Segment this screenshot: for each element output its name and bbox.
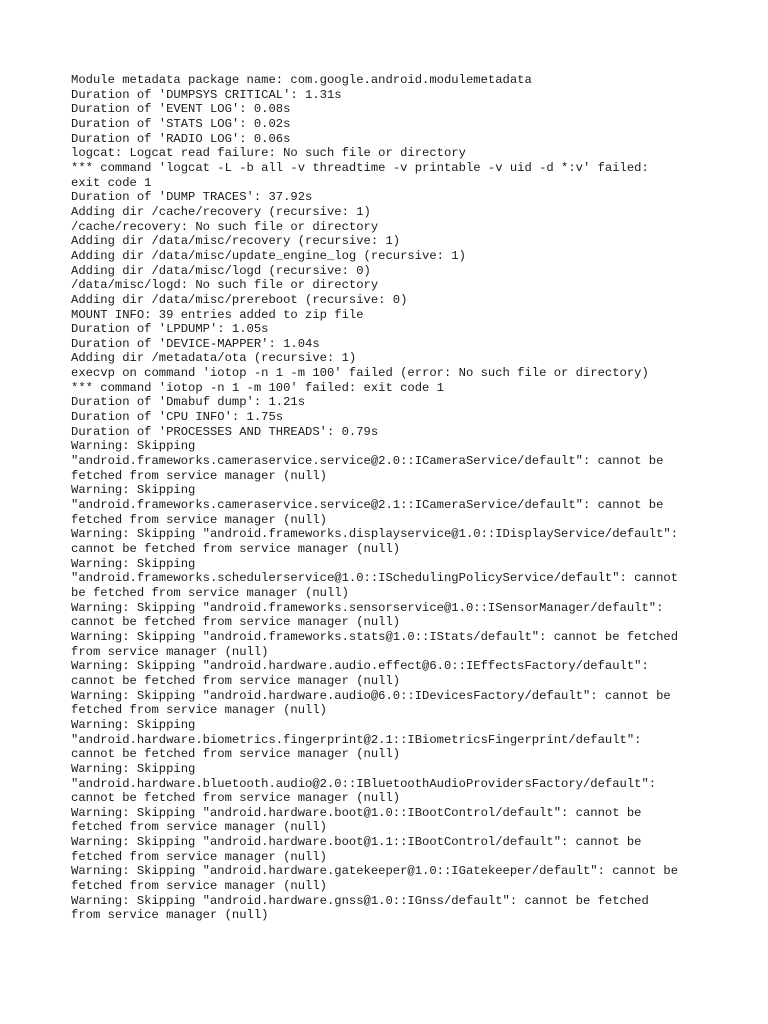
log-line: fetched from service manager (null)	[71, 703, 327, 718]
log-line: cannot be fetched from service manager (null)	[71, 615, 401, 630]
log-line: Warning: Skipping "android.frameworks.sensorservice@1.0::ISensorManager/default":	[71, 600, 664, 615]
log-line: "android.frameworks.schedulerservice@1.0::ISchedulingPolicyService/default": cannot	[71, 571, 679, 586]
log-line: execvp on command 'iotop -n 1 -m 100' failed (error: No such file or directory)	[71, 366, 649, 381]
log-line: /cache/recovery: No such file or directory	[71, 219, 379, 234]
log-line: cannot be fetched from service manager (null)	[71, 673, 401, 688]
log-line: fetched from service manager (null)	[71, 468, 327, 483]
log-line: Adding dir /metadata/ota (recursive: 1)	[71, 351, 357, 366]
log-line: Adding dir /cache/recovery (recursive: 1)	[71, 204, 371, 219]
log-line: cannot be fetched from service manager (null)	[71, 791, 401, 806]
log-line: cannot be fetched from service manager (null)	[71, 542, 401, 556]
log-line: Warning: Skipping "android.frameworks.stats@1.0::IStats/default": cannot be fetched	[71, 629, 679, 644]
log-line: Duration of 'DUMPSYS CRITICAL': 1.31s	[71, 87, 342, 102]
log-line: Adding dir /data/misc/recovery (recursive: 1)	[71, 234, 401, 249]
log-line: from service manager (null)	[71, 908, 269, 923]
log-line: Warning: Skipping "android.frameworks.displayservice@1.0::IDisplayService/default":	[71, 527, 679, 542]
log-line: Adding dir /data/misc/update_engine_log (recursive: 1)	[71, 248, 466, 263]
log-line: Duration of 'PROCESSES AND THREADS': 0.79s	[71, 424, 379, 439]
log-line: Warning: Skipping	[71, 761, 196, 776]
log-line: Duration of 'CPU INFO': 1.75s	[71, 410, 284, 425]
log-line: Duration of 'STATS LOG': 0.02s	[71, 116, 291, 131]
log-line: Duration of 'DEVICE-MAPPER': 1.04s	[71, 336, 320, 351]
log-line: /data/misc/logd: No such file or directory	[71, 278, 379, 293]
log-line: Warning: Skipping	[71, 483, 196, 498]
log-line: Duration of 'Dmabuf dump': 1.21s	[71, 395, 306, 410]
log-document	[71, 73, 751, 923]
log-line: fetched from service manager (null)	[71, 820, 327, 835]
log-line: Warning: Skipping "android.hardware.boot@1.1::IBootControl/default": cannot be	[71, 835, 642, 850]
log-line: fetched from service manager (null)	[71, 849, 327, 864]
log-line: Duration of 'LPDUMP': 1.05s	[71, 322, 269, 337]
log-line: Duration of 'EVENT LOG': 0.08s	[71, 102, 291, 117]
log-line: Adding dir /data/misc/prereboot (recursive: 0)	[71, 292, 408, 307]
log-line: Warning: Skipping	[71, 439, 196, 454]
log-line: MOUNT INFO: 39 entries added to zip file	[71, 307, 364, 322]
log-line: Warning: Skipping "android.hardware.gatekeeper@1.0::IGatekeeper/default": cannot be	[71, 864, 679, 879]
log-line: fetched from service manager (null)	[71, 879, 327, 894]
log-line: Duration of 'DUMP TRACES': 37.92s	[71, 190, 313, 205]
log-line: Adding dir /data/misc/logd (recursive: 0)	[71, 263, 371, 278]
log-line: *** command 'iotop -n 1 -m 100' failed: exit code 1	[71, 380, 444, 395]
log-line: logcat: Logcat read failure: No such file or directory	[71, 146, 466, 161]
log-line: Warning: Skipping	[71, 556, 196, 571]
log-line: Warning: Skipping "android.hardware.audio@6.0::IDevicesFactory/default": cannot be	[71, 688, 671, 703]
log-line: "android.frameworks.cameraservice.service@2.1::ICameraService/default": cannot be	[71, 498, 664, 513]
log-line: exit code 1	[71, 175, 152, 190]
log-line: be fetched from service manager (null)	[71, 585, 349, 600]
log-line: *** command 'logcat -L -b all -v threadtime -v printable -v uid -d *:v' failed:	[71, 160, 649, 175]
log-line: fetched from service manager (null)	[71, 512, 327, 527]
log-line: Warning: Skipping	[71, 717, 196, 732]
log-line: from service manager (null)	[71, 644, 269, 659]
log-line: Duration of 'RADIO LOG': 0.06s	[71, 131, 291, 146]
log-line: "android.hardware.bluetooth.audio@2.0::IBluetoothAudioProvidersFactory/default":	[71, 776, 657, 791]
log-line: "android.frameworks.cameraservice.service@2.0::ICameraService/default": cannot be	[71, 454, 664, 469]
log-line: cannot be fetched from service manager (null)	[71, 747, 401, 762]
log-line: Warning: Skipping "android.hardware.boot@1.0::IBootControl/default": cannot be	[71, 805, 642, 820]
log-line: Module metadata package name: com.google.android.modulemetadata	[71, 73, 532, 87]
log-line: Warning: Skipping "android.hardware.audio.effect@6.0::IEffectsFactory/default":	[71, 659, 649, 674]
log-line: Warning: Skipping "android.hardware.gnss@1.0::IGnss/default": cannot be fetched	[71, 893, 649, 908]
log-line: "android.hardware.biometrics.fingerprint@2.1::IBiometricsFingerprint/default":	[71, 732, 642, 747]
